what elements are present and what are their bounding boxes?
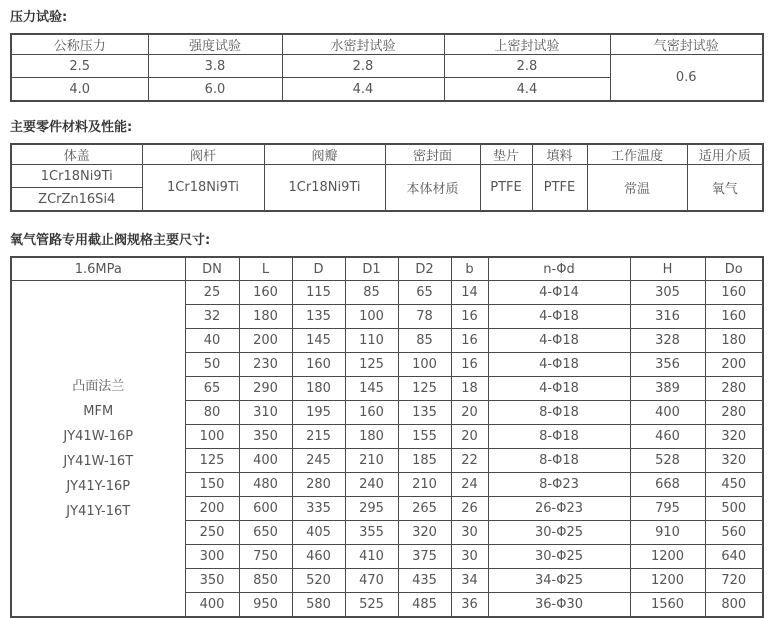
table-cell: 310 [239,401,292,425]
table-cell: 22 [451,449,488,473]
table-cell: 795 [630,497,705,521]
table-cell: 160 [345,401,398,425]
table-cell: 4-Φ14 [488,281,630,305]
table-cell: 520 [292,569,345,593]
column-header: 体盖 [11,144,142,165]
table-cell: 30-Φ25 [488,521,630,545]
table-cell: 36 [451,593,488,618]
table-cell: 16 [451,329,488,353]
table-cell: 400 [239,449,292,473]
table-cell: 34-Φ25 [488,569,630,593]
table-cell: 525 [345,593,398,618]
table-cell: 160 [239,281,292,305]
table-cell: 910 [630,521,705,545]
pressure-test-table [10,33,764,102]
table-row [11,281,763,305]
table-cell: 160 [292,353,345,377]
table-cell: 375 [398,545,451,569]
table-cell: 2.5 [11,55,148,78]
model-line: JY41Y-16P [66,478,131,494]
table-cell: 85 [345,281,398,305]
table-cell: 100 [345,305,398,329]
table-cell: 195 [292,401,345,425]
table-cell: 230 [239,353,292,377]
table-cell: 950 [239,593,292,618]
table-cell: 850 [239,569,292,593]
table-cell: 200 [705,353,763,377]
column-header: n-Φd [488,257,630,281]
column-header: D [292,257,345,281]
table-cell: 16 [451,353,488,377]
table-cell: 350 [185,569,239,593]
table-cell: 316 [630,305,705,329]
header-row [11,34,763,55]
column-header: 上密封试验 [444,34,610,55]
column-header: Do [705,257,763,281]
table-cell: 180 [705,329,763,353]
table-cell: 200 [239,329,292,353]
table-cell: 4-Φ18 [488,353,630,377]
table-cell: 435 [398,569,451,593]
table-cell: 135 [292,305,345,329]
model-line: JY41Y-16T [66,503,131,519]
table-cell: 280 [292,473,345,497]
table-cell: 355 [345,521,398,545]
table-cell: 32 [185,305,239,329]
table-cell: 25 [185,281,239,305]
table-cell: 335 [292,497,345,521]
section-title-dimensions: 氧气管路专用截止阀规格主要尺寸: [10,233,211,248]
column-header: 强度试验 [148,34,282,55]
table-cell: 1560 [630,593,705,618]
table-cell: 668 [630,473,705,497]
table-cell: 24 [451,473,488,497]
table-cell: 1200 [630,545,705,569]
table-cell: 145 [292,329,345,353]
table-cell: 85 [398,329,451,353]
table-cell: 18 [451,377,488,401]
table-cell: 356 [630,353,705,377]
table-cell: 65 [398,281,451,305]
table-cell: 460 [292,545,345,569]
table-cell: 8-Φ18 [488,449,630,473]
body-cover-cell: ZCrZn16Si4 [11,188,142,212]
table-cell: 65 [185,377,239,401]
pressure-rating-header: 1.6MPa [11,257,185,281]
table-cell: 389 [630,377,705,401]
table-cell: 1200 [630,569,705,593]
table-cell: 100 [398,353,451,377]
table-cell: 450 [705,473,763,497]
table-cell: 320 [705,449,763,473]
section-title-pressure-test: 压力试验: [10,10,68,25]
table-cell: 4.0 [11,78,148,102]
table-cell: 528 [630,449,705,473]
model-line: MFM [83,403,114,419]
table-cell: 180 [292,377,345,401]
table-cell: 180 [239,305,292,329]
column-header: 公称压力 [11,34,148,55]
table-cell: 210 [345,449,398,473]
table-cell: 125 [398,377,451,401]
table-cell: 640 [705,545,763,569]
column-header: DN [185,257,239,281]
table-cell: 210 [398,473,451,497]
working-temp-cell: 常温 [587,165,687,212]
table-cell: 180 [345,425,398,449]
table-cell: 4-Φ18 [488,377,630,401]
table-cell: 125 [345,353,398,377]
table-cell: 34 [451,569,488,593]
column-header: b [451,257,488,281]
table-cell: 110 [345,329,398,353]
table-cell: 100 [185,425,239,449]
table-cell: 30 [451,545,488,569]
table-cell: 50 [185,353,239,377]
table-cell: 26 [451,497,488,521]
table-cell: 2.8 [444,55,610,78]
table-cell: 295 [345,497,398,521]
table-row [11,165,763,188]
table-cell: 720 [705,569,763,593]
model-line: JY41W-16P [63,428,134,444]
column-header: 工作温度 [587,144,687,165]
column-header: 填料 [532,144,587,165]
table-cell: 4-Φ18 [488,305,630,329]
table-cell: 240 [345,473,398,497]
table-cell: 8-Φ18 [488,425,630,449]
table-cell: 16 [451,305,488,329]
table-cell: 8-Φ18 [488,401,630,425]
table-cell: 3.8 [148,55,282,78]
table-cell: 350 [239,425,292,449]
table-cell: 400 [185,593,239,618]
table-cell: 460 [630,425,705,449]
table-cell: 30-Φ25 [488,545,630,569]
table-cell: 26-Φ23 [488,497,630,521]
table-cell: 800 [705,593,763,618]
body-cover-cell: 1Cr18Ni9Ti [11,165,142,188]
table-cell: 280 [705,377,763,401]
model-line: 凸面法兰 [72,378,125,394]
column-header: 水密封试验 [282,34,444,55]
table-cell: 185 [398,449,451,473]
table-cell: 145 [345,377,398,401]
gasket-cell: PTFE [480,165,532,212]
table-cell: 4.4 [444,78,610,102]
table-cell: 30 [451,521,488,545]
table-cell: 125 [185,449,239,473]
table-cell: 20 [451,401,488,425]
table-cell: 300 [185,545,239,569]
table-cell: 480 [239,473,292,497]
table-cell: 200 [185,497,239,521]
column-header: L [239,257,292,281]
column-header: H [630,257,705,281]
table-cell: 14 [451,281,488,305]
table-cell: 328 [630,329,705,353]
table-cell: 4.4 [282,78,444,102]
table-cell: 600 [239,497,292,521]
air-seal-value-cell: 0.6 [610,55,763,102]
table-cell: 500 [705,497,763,521]
column-header: 阀杆 [142,144,264,165]
table-cell: 40 [185,329,239,353]
disc-cell: 1Cr18Ni9Ti [264,165,385,212]
table-cell: 160 [705,281,763,305]
table-cell: 560 [705,521,763,545]
table-cell: 135 [398,401,451,425]
column-header: 垫片 [480,144,532,165]
table-cell: 265 [398,497,451,521]
table-cell: 280 [705,401,763,425]
table-cell: 215 [292,425,345,449]
packing-cell: PTFE [532,165,587,212]
dimensions-table [10,256,764,618]
table-cell: 160 [705,305,763,329]
sealing-face-cell: 本体材质 [385,165,480,212]
table-cell: 250 [185,521,239,545]
table-cell: 290 [239,377,292,401]
table-cell: 245 [292,449,345,473]
table-cell: 78 [398,305,451,329]
section-title-materials: 主要零件材料及性能: [10,120,133,135]
medium-cell: 氧气 [687,165,763,212]
table-cell: 580 [292,593,345,618]
column-header: 适用介质 [687,144,763,165]
table-cell: 485 [398,593,451,618]
column-header: D2 [398,257,451,281]
table-cell: 2.8 [282,55,444,78]
table-cell: 305 [630,281,705,305]
table-cell: 115 [292,281,345,305]
table-cell: 36-Φ30 [488,593,630,618]
table-cell: 8-Φ23 [488,473,630,497]
table-cell: 4-Φ18 [488,329,630,353]
table-cell: 650 [239,521,292,545]
column-header: D1 [345,257,398,281]
column-header: 气密封试验 [610,34,763,55]
table-cell: 20 [451,425,488,449]
table-cell: 6.0 [148,78,282,102]
table-cell: 405 [292,521,345,545]
table-cell: 80 [185,401,239,425]
header-row [11,144,763,165]
header-row [11,257,763,281]
table-cell: 750 [239,545,292,569]
table-cell: 320 [398,521,451,545]
model-cell [11,281,185,618]
table-cell: 320 [705,425,763,449]
column-header: 密封面 [385,144,480,165]
table-cell: 150 [185,473,239,497]
table-cell: 400 [630,401,705,425]
table-row [11,55,763,78]
column-header: 阀瓣 [264,144,385,165]
materials-table [10,143,764,212]
stem-cell: 1Cr18Ni9Ti [142,165,264,212]
model-line: JY41W-16T [63,453,134,469]
table-cell: 470 [345,569,398,593]
table-cell: 410 [345,545,398,569]
table-cell: 155 [398,425,451,449]
